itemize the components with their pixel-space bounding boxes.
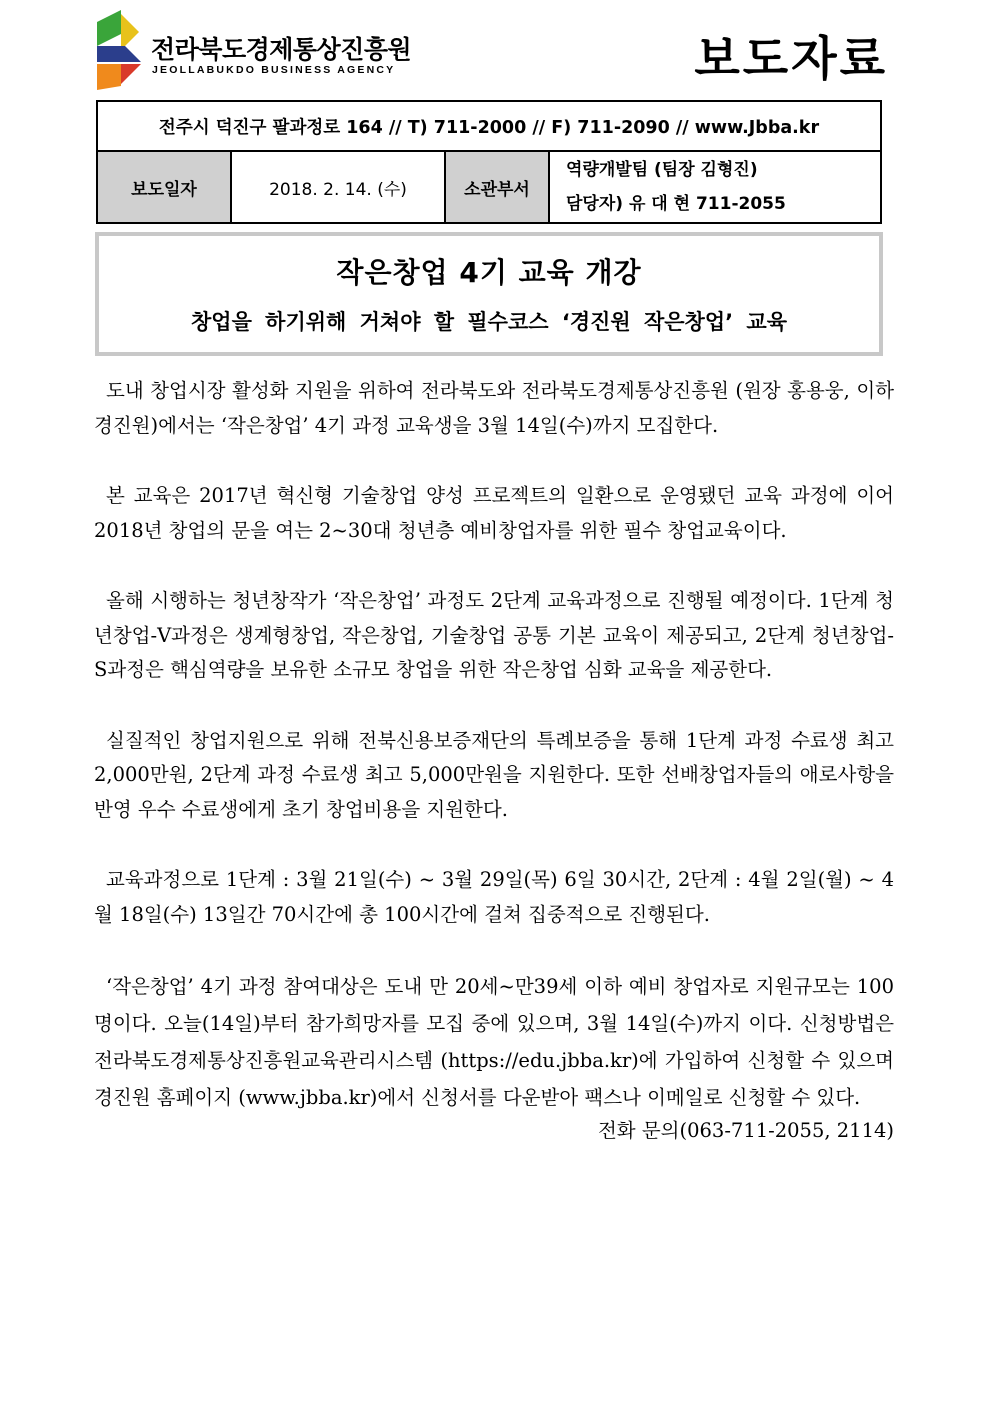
org-name: 전라북도경제통상진흥원 <box>151 36 412 64</box>
paragraph-6: ‘작은창업’ 4기 과정 참여대상은 도내 만 20세~만39세 이하 예비 창업자로 지원규모는 100명이다. 오늘(14일)부터 참가희망자를 모집 중에 있으며, 3월 14일(수)까지 이다. 신청방법은 전라북도경제통상진흥원교육관리시스템 (https://edu.jbba.kr)에 가입하여 신청할 수 있으며 경진원 홈페이지 (www.jbba.kr)에서 신청서를 다운받아 팩스나 이메일로 신청할 수 있다. <box>94 975 894 1109</box>
address-line: 전주시 덕진구 팔과정로 164 // T) 711-2000 // F) 711-2090 // www.Jbba.kr <box>97 101 881 151</box>
paragraph-2: 본 교육은 2017년 혁신형 기술창업 양성 프로젝트의 일환으로 운영됐던 교육 과정에 이어 2018년 창업의 문을 여는 2~30대 청년층 예비창업자를 위한 필수 창업교육이다. <box>94 484 894 542</box>
logo-mark-icon <box>95 10 147 90</box>
info-table <box>96 100 882 224</box>
paragraph-3: 올해 시행하는 청년창작가 ‘작은창업’ 과정도 2단계 교육과정으로 진행될 예정이다. 1단계 청년창업-V과정은 생계형창업, 작은창업, 기술창업 공통 기본 교육이 제공되고, 2단계 청년창업-S과정은 핵심역량을 보유한 소규모 창업을 위한 작은창업 심화 교육을 제공한다. <box>94 589 894 681</box>
org-logo <box>95 10 412 90</box>
paragraph-4: 실질적인 창업지원으로 위해 전북신용보증재단의 특례보증을 통해 1단계 과정 수료생 최고 2,000만원, 2단계 과정 수료생 최고 5,000만원을 지원한다. 또한 선배창업자들의 애로사항을 반영 우수 수료생에게 초기 창업비용을 지원한다. <box>94 728 894 821</box>
date-value: 2018. 2. 14. (수) <box>231 151 445 223</box>
dept-team: 역량개발팀 (팀장 김형진) <box>566 160 758 180</box>
contact-line: 전화 문의(063-711-2055, 2114) <box>597 1119 894 1142</box>
article-body <box>94 374 894 1146</box>
document-type-title: 보도자료 <box>694 32 888 87</box>
dept-contact: 담당자) 유 대 현 711-2055 <box>566 194 786 214</box>
date-label: 보도일자 <box>97 151 231 223</box>
paragraph-1: 도내 창업시장 활성화 지원을 위하여 전라북도와 전라북도경제통상진흥원 (원장 홍용웅, 이하 경진원)에서는 ‘작은창업’ 4기 과정 교육생을 3월 14일(수)까지 모집한다. <box>94 379 894 437</box>
dept-label: 소관부서 <box>445 151 549 223</box>
org-name-english: JEOLLABUKDO BUSINESS AGENCY <box>152 64 396 76</box>
dept-info <box>549 151 881 223</box>
headline: 작은창업 4기 교육 개강 <box>336 256 642 289</box>
headline-box <box>95 232 883 356</box>
paragraph-5: 교육과정으로 1단계 : 3월 21일(수) ~ 3월 29일(목) 6일 30시간, 2단계 : 4월 2일(월) ~ 4월 18일(수) 13일간 70시간에 총 100시간에 걸쳐 집중적으로 진행된다. <box>94 868 894 926</box>
subheadline: 창업을 하기위해 거쳐야 할 필수코스 ‘경진원 작은창업’ 교육 <box>191 310 787 334</box>
